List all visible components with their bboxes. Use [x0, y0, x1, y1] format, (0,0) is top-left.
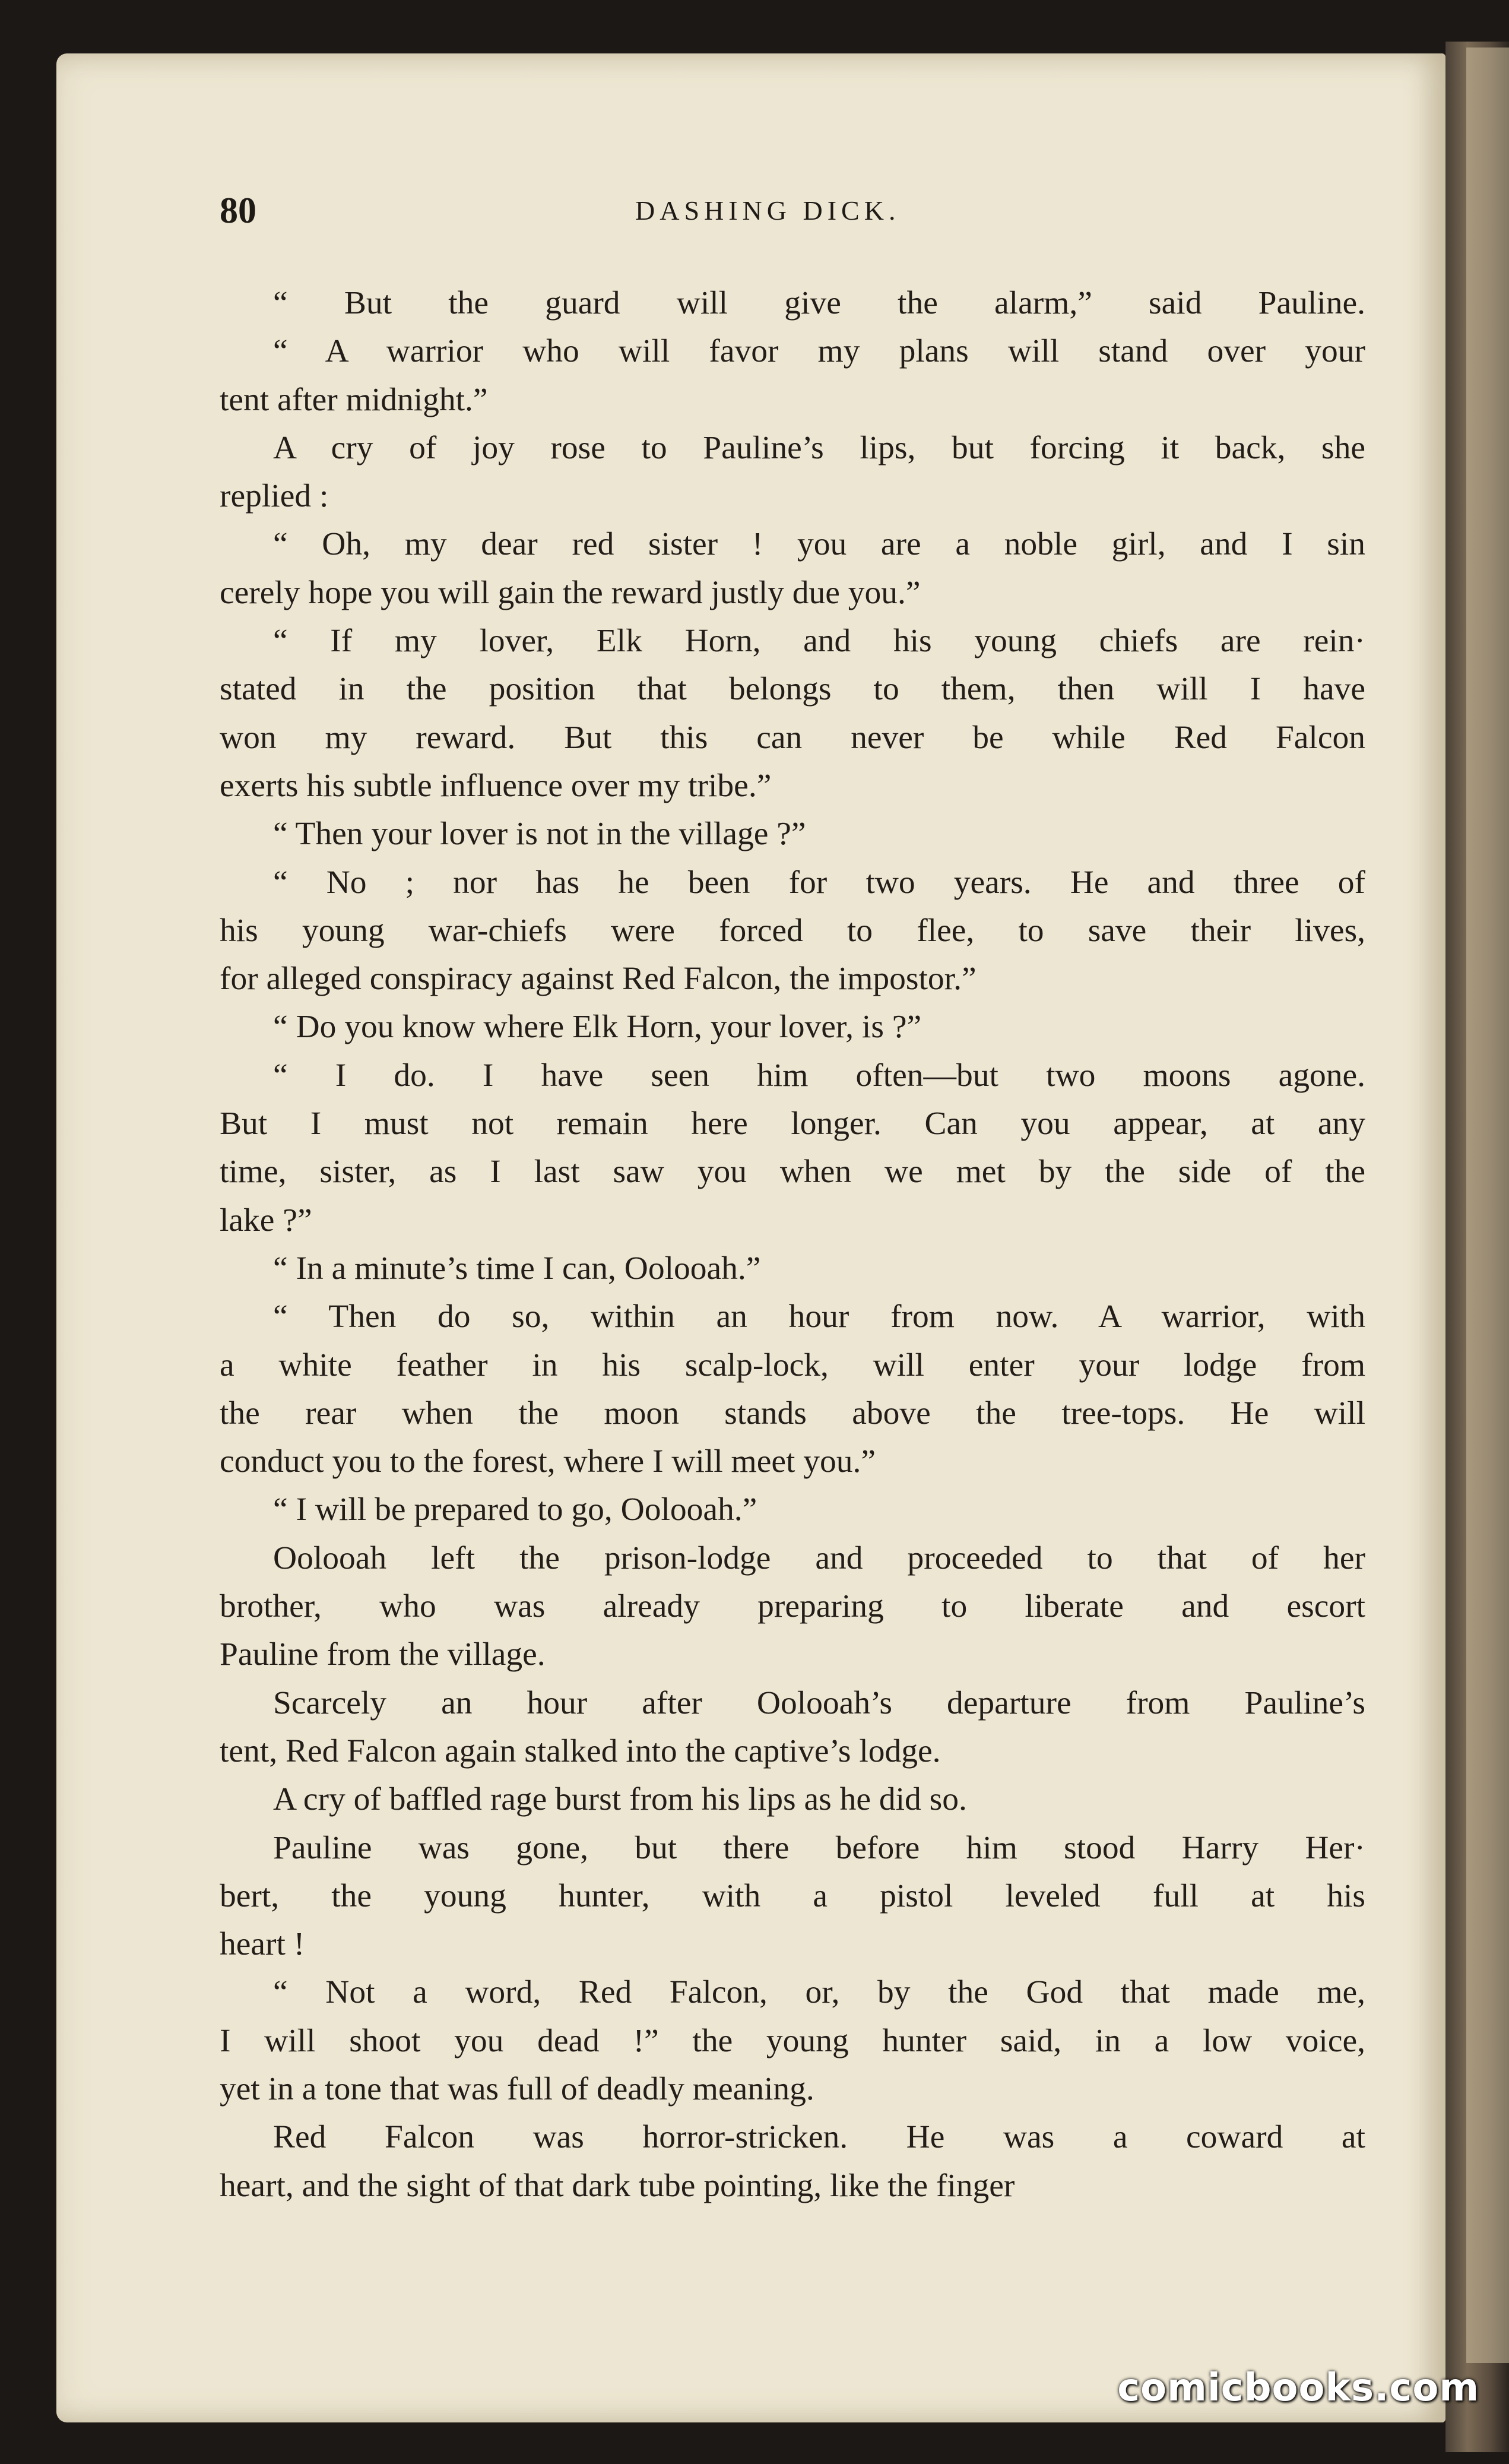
text-line: “ Not a word, Red Falcon, or, by the God that made me,: [273, 1974, 1365, 2011]
running-head: DASHING DICK.: [635, 195, 901, 226]
text-line: heart, and the sight of that dark tube pointing, like the finger: [220, 2167, 1015, 2204]
text-line: brother, who was already preparing to liberate and escort: [220, 1588, 1365, 1625]
text-line: heart !: [220, 1926, 305, 1963]
text-line: A cry of baffled rage burst from his lips as he did so.: [273, 1781, 967, 1818]
text-line: “ Then your lover is not in the village ?”: [273, 816, 806, 853]
page-header: [220, 190, 1407, 237]
page-number: 80: [220, 191, 256, 231]
text-line: tent, Red Falcon again stalked into the captive’s lodge.: [220, 1733, 941, 1769]
text-line: Pauline from the village.: [220, 1636, 546, 1673]
text-line: Pauline was gone, but there before him stood Harry Her·: [273, 1829, 1365, 1866]
text-line: “ A warrior who will favor my plans will stand over your: [273, 333, 1365, 370]
text-line: for alleged conspiracy against Red Falcon, the impostor.”: [220, 961, 977, 997]
text-line: A cry of joy rose to Pauline’s lips, but forcing it back, she: [273, 429, 1365, 466]
text-line: lake ?”: [220, 1202, 312, 1239]
text-line: “ Oh, my dear red sister ! you are a noble girl, and I sin: [273, 526, 1365, 563]
text-line: “ Then do so, within an hour from now. A warrior, with: [273, 1298, 1365, 1335]
text-line: “ No ; nor has he been for two years. He and three of: [273, 864, 1365, 901]
text-line: “ But the guard will give the alarm,” said Pauline.: [273, 285, 1365, 321]
text-line: “ I do. I have seen him often—but two moons agone.: [273, 1057, 1365, 1094]
text-line: I will shoot you dead !” the young hunter said, in a low voice,: [220, 2022, 1365, 2059]
text-line: “ I will be prepared to go, Oolooah.”: [273, 1491, 757, 1528]
text-line: conduct you to the forest, where I will meet you.”: [220, 1443, 876, 1480]
text-line: Scarcely an hour after Oolooah’s departure from Pauline’s: [273, 1684, 1365, 1721]
text-line: Oolooah left the prison-lodge and proceeded to that of her: [273, 1540, 1365, 1576]
text-line: the rear when the moon stands above the tree-tops. He will: [220, 1395, 1365, 1431]
text-line: “ In a minute’s time I can, Oolooah.”: [273, 1250, 761, 1287]
text-line: cerely hope you will gain the reward justly due you.”: [220, 574, 921, 611]
text-line: won my reward. But this can never be while Red Falcon: [220, 719, 1365, 756]
text-line: time, sister, as I last saw you when we met by the side of the: [220, 1154, 1365, 1190]
adjacent-page-edge: [1466, 47, 1509, 2363]
text-line: bert, the young hunter, with a pistol leveled full at his: [220, 1877, 1365, 1914]
text-line: But I must not remain here longer. Can you appear, at any: [220, 1106, 1365, 1142]
text-line: “ If my lover, Elk Horn, and his young chiefs are rein·: [273, 623, 1365, 660]
body-text: [220, 279, 1365, 2210]
text-line: “ Do you know where Elk Horn, your lover, is ?”: [273, 1009, 922, 1046]
text-line: Red Falcon was horror-stricken. He was a coward at: [273, 2119, 1365, 2156]
text-line: a white feather in his scalp-lock, will enter your lodge from: [220, 1347, 1365, 1383]
text-line: his young war-chiefs were forced to flee, to save their lives,: [220, 912, 1365, 949]
text-line: stated in the position that belongs to them, then will I have: [220, 671, 1365, 708]
text-line: exerts his subtle influence over my tribe.”: [220, 767, 772, 804]
text-line: yet in a tone that was full of deadly meaning.: [220, 2070, 814, 2107]
watermark: comicbooks.com: [1117, 2366, 1479, 2410]
text-line: replied :: [220, 478, 329, 515]
text-line: tent after midnight.”: [220, 381, 488, 418]
